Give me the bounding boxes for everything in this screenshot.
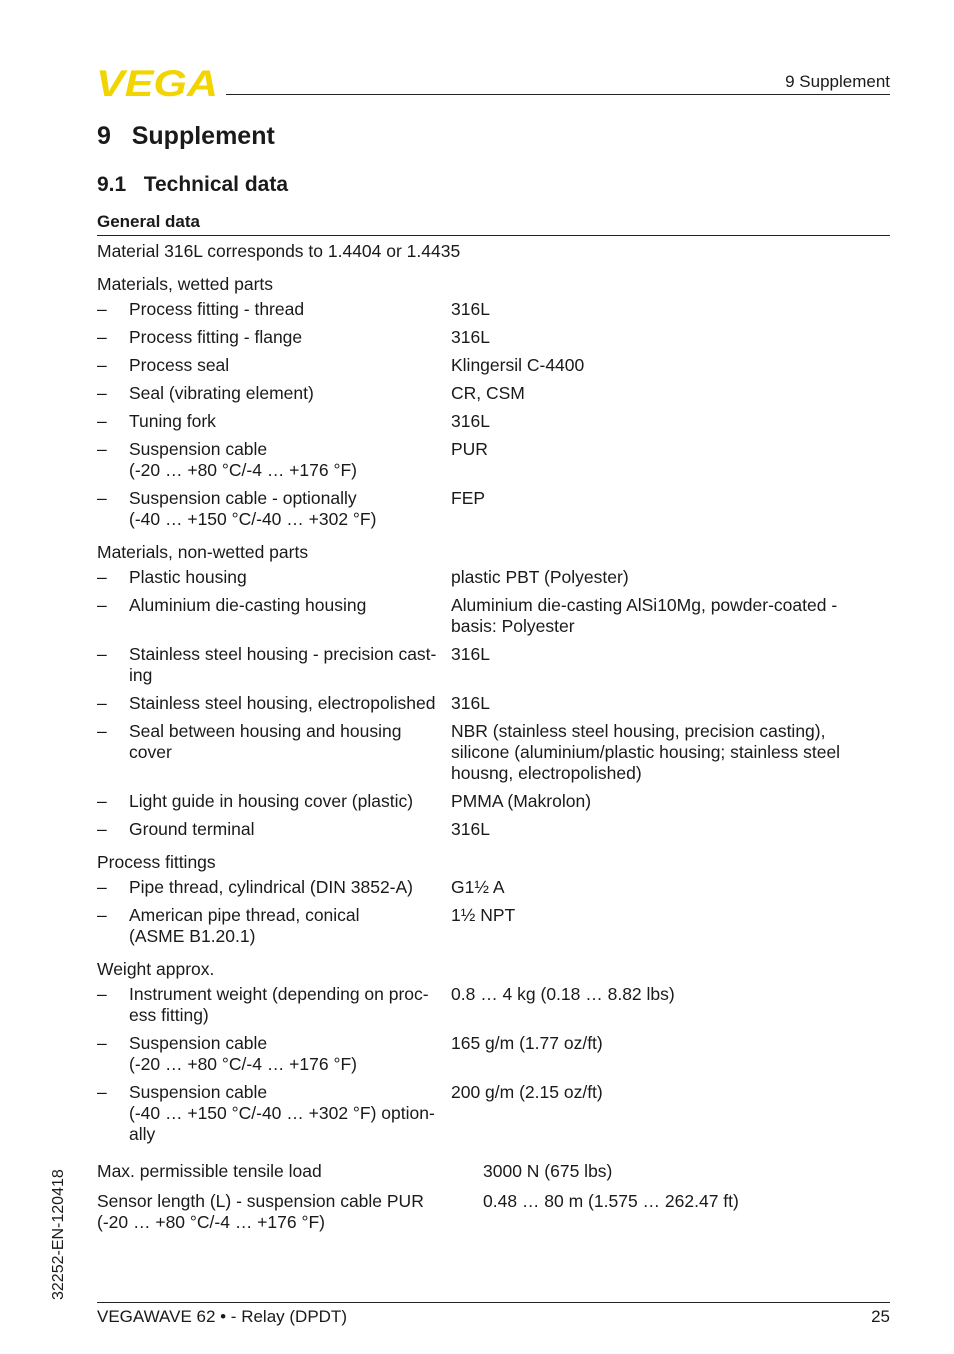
spec-group bbox=[97, 542, 890, 840]
spec-parameter: Light guide in housing cover (plastic) bbox=[129, 791, 414, 811]
list-dash: – bbox=[97, 905, 107, 925]
spec-row bbox=[97, 439, 890, 481]
page-number: 25 bbox=[871, 1307, 890, 1326]
spec-parameter: American pipe thread, conical (ASME B1.20.1) bbox=[129, 905, 360, 946]
spec-row bbox=[97, 1033, 890, 1075]
spec-group bbox=[97, 852, 890, 947]
technical-data-table bbox=[97, 241, 890, 1233]
spec-value: PUR bbox=[451, 439, 488, 459]
spec-parameter: Seal between housing and housing cover bbox=[129, 721, 402, 762]
list-dash: – bbox=[97, 355, 107, 375]
list-dash: – bbox=[97, 644, 107, 664]
list-dash: – bbox=[97, 488, 107, 508]
spec-value: plastic PBT (Polyester) bbox=[451, 567, 629, 587]
spec-groups bbox=[97, 274, 890, 1145]
spec-row bbox=[97, 411, 890, 432]
spec-parameter: Stainless steel housing - precision cast- ing bbox=[129, 644, 437, 685]
section-title: 9.1 Technical data bbox=[97, 173, 289, 196]
spec-value: 316L bbox=[451, 819, 490, 839]
spec-value: NBR (stainless steel housing, precision casting), silicone (aluminium/plastic housing; stainless steel housng, electropolished) bbox=[451, 721, 841, 783]
spec-group-label: Materials, wetted parts bbox=[97, 274, 274, 294]
list-dash: – bbox=[97, 693, 107, 713]
spec-group bbox=[97, 274, 890, 530]
spec-parameter: Suspension cable - optionally (-40 … +150 °C/-40 … +302 °F) bbox=[129, 488, 377, 529]
spec-value: 316L bbox=[451, 644, 490, 664]
spec-value: 165 g/m (1.77 oz/ft) bbox=[451, 1033, 603, 1053]
list-dash: – bbox=[97, 1082, 107, 1102]
spec-parameter: Ground terminal bbox=[129, 819, 255, 839]
list-dash: – bbox=[97, 299, 107, 319]
spec-parameter: Suspension cable (-40 … +150 °C/-40 … +302 °F) option- ally bbox=[129, 1082, 435, 1144]
spec-row bbox=[97, 1161, 890, 1182]
spec-row bbox=[97, 355, 890, 376]
list-dash: – bbox=[97, 383, 107, 403]
header-rule bbox=[226, 94, 890, 95]
spec-row bbox=[97, 984, 890, 1026]
spec-row bbox=[97, 1082, 890, 1145]
spec-parameter: Max. permissible tensile load bbox=[97, 1161, 322, 1181]
spec-value: 0.8 … 4 kg (0.18 … 8.82 lbs) bbox=[451, 984, 675, 1004]
spec-row bbox=[97, 1191, 890, 1233]
single-spec-rows bbox=[97, 1161, 890, 1233]
spec-value: FEP bbox=[451, 488, 486, 508]
spec-parameter: Suspension cable (-20 … +80 °C/-4 … +176 °F) bbox=[129, 439, 357, 480]
spec-parameter: Suspension cable (-20 … +80 °C/-4 … +176 °F) bbox=[129, 1033, 357, 1074]
spec-group-label: Materials, non-wetted parts bbox=[97, 542, 309, 562]
list-dash: – bbox=[97, 439, 107, 459]
material-note: Material 316L corresponds to 1.4404 or 1.4435 bbox=[97, 241, 461, 261]
spec-row bbox=[97, 721, 890, 784]
spec-value: PMMA (Makrolon) bbox=[451, 791, 592, 811]
spec-value: 316L bbox=[451, 693, 490, 713]
spec-row bbox=[97, 383, 890, 404]
spec-row bbox=[97, 488, 890, 530]
vega-logo bbox=[96, 66, 220, 98]
spec-parameter: Process fitting - thread bbox=[129, 299, 305, 319]
subsection-heading: General data bbox=[97, 212, 200, 231]
spec-value: 316L bbox=[451, 327, 490, 347]
spec-row bbox=[97, 819, 890, 840]
list-dash: – bbox=[97, 721, 107, 741]
spec-value: CR, CSM bbox=[451, 383, 525, 403]
spec-value: 0.48 … 80 m (1.575 … 262.47 ft) bbox=[483, 1191, 739, 1211]
list-dash: – bbox=[97, 984, 107, 1004]
spec-parameter: Tuning fork bbox=[129, 411, 216, 431]
spec-parameter: Sensor length (L) - suspension cable PUR (-20 … +80 °C/-4 … +176 °F) bbox=[97, 1191, 424, 1232]
spec-value: Klingersil C-4400 bbox=[451, 355, 585, 375]
spec-value: 1½ NPT bbox=[451, 905, 516, 925]
spec-parameter: Seal (vibrating element) bbox=[129, 383, 314, 403]
spec-row bbox=[97, 327, 890, 348]
spec-group bbox=[97, 959, 890, 1145]
spec-row bbox=[97, 595, 890, 637]
list-dash: – bbox=[97, 877, 107, 897]
spec-group-label: Process fittings bbox=[97, 852, 216, 872]
list-dash: – bbox=[97, 1033, 107, 1053]
spec-value: 200 g/m (2.15 oz/ft) bbox=[451, 1082, 603, 1102]
spec-row bbox=[97, 299, 890, 320]
spec-value: 316L bbox=[451, 411, 490, 431]
list-dash: – bbox=[97, 595, 107, 615]
spec-parameter: Stainless steel housing, electropolished bbox=[129, 693, 436, 713]
spec-row bbox=[97, 791, 890, 812]
footer-product: VEGAWAVE 62 • - Relay (DPDT) bbox=[97, 1307, 347, 1326]
spec-value: 316L bbox=[451, 299, 490, 319]
svg-text:VEGA: VEGA bbox=[96, 66, 218, 98]
list-dash: – bbox=[97, 411, 107, 431]
spec-row bbox=[97, 693, 890, 714]
spec-parameter: Process seal bbox=[129, 355, 230, 375]
spec-row bbox=[97, 567, 890, 588]
footer-rule bbox=[97, 1302, 890, 1303]
spec-group-label: Weight approx. bbox=[97, 959, 215, 979]
list-dash: – bbox=[97, 791, 107, 811]
chapter-title: 9 Supplement bbox=[97, 122, 275, 150]
spec-parameter: Aluminium die-casting housing bbox=[129, 595, 367, 615]
spec-value: 3000 N (675 lbs) bbox=[483, 1161, 613, 1181]
heading-rule bbox=[97, 235, 890, 236]
spec-parameter: Pipe thread, cylindrical (DIN 3852-A) bbox=[129, 877, 414, 897]
spec-value: Aluminium die-casting AlSi10Mg, powder-coated - basis: Polyester bbox=[451, 595, 838, 636]
spec-row bbox=[97, 905, 890, 947]
spec-parameter: Plastic housing bbox=[129, 567, 247, 587]
spec-parameter: Instrument weight (depending on proc- ess fitting) bbox=[129, 984, 429, 1025]
list-dash: – bbox=[97, 819, 107, 839]
spec-row bbox=[97, 877, 890, 898]
list-dash: – bbox=[97, 567, 107, 587]
list-dash: – bbox=[97, 327, 107, 347]
spec-row bbox=[97, 644, 890, 686]
spec-value: G1½ A bbox=[451, 877, 505, 897]
spec-parameter: Process fitting - flange bbox=[129, 327, 303, 347]
header-section-label: 9 Supplement bbox=[785, 72, 890, 91]
document-code: 32252-EN-120418 bbox=[50, 1169, 67, 1300]
